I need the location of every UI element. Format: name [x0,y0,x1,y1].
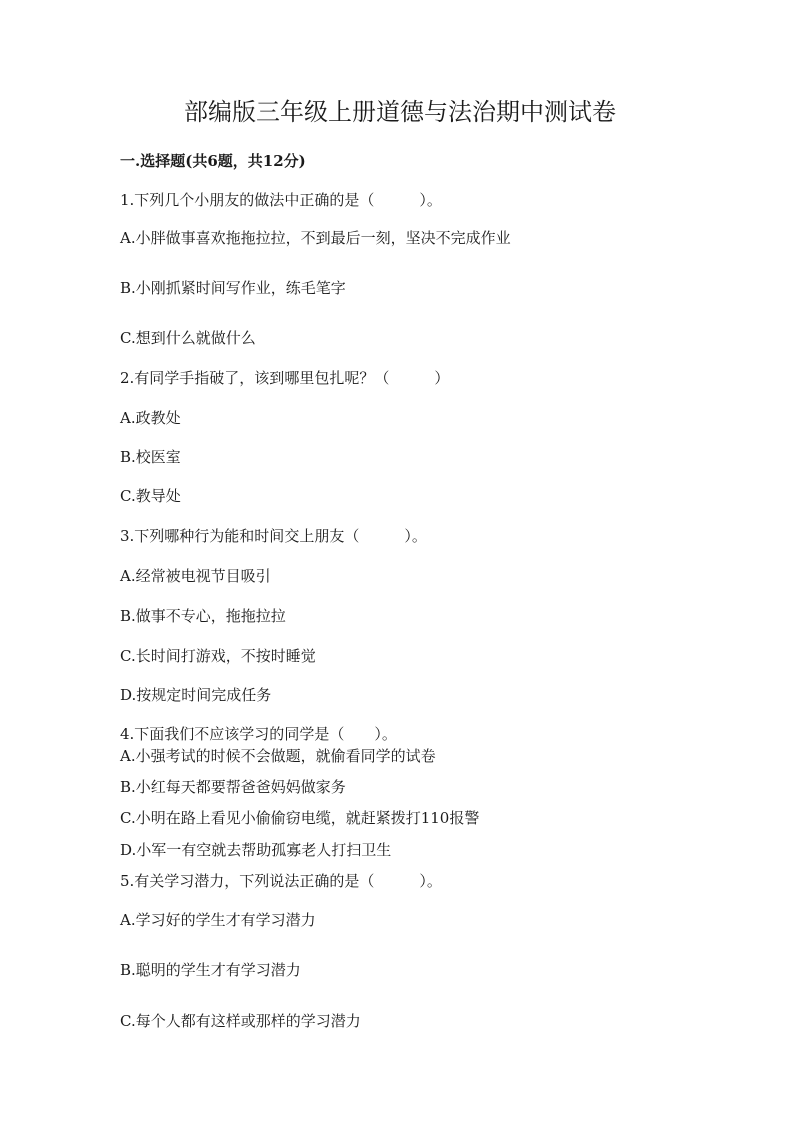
question-1-option-a: A.小胖做事喜欢拖拖拉拉，不到最后一刻，坚决不完成作业 [120,229,511,247]
question-5-stem: 5.有关学习潜力，下列说法正确的是（ ）。 [120,872,442,890]
question-3-option-a: A.经常被电视节目吸引 [120,567,271,585]
question-4-option-d: D.小军一有空就去帮助孤寡老人打扫卫生 [120,841,392,859]
question-5-option-c: C.每个人都有这样或那样的学习潜力 [120,1012,361,1030]
question-2-option-c: C.教导处 [120,487,181,505]
question-2-option-b: B.校医室 [120,448,181,466]
question-4-option-b: B.小红每天都要帮爸爸妈妈做家务 [120,778,346,796]
question-1-option-b: B.小刚抓紧时间写作业，练毛笔字 [120,279,346,297]
question-1-option-c: C.想到什么就做什么 [120,329,256,347]
question-3-option-d: D.按规定时间完成任务 [120,686,272,704]
section-heading: 一.选择题(共6题，共12分) [120,152,306,170]
question-2-stem: 2.有同学手指破了，该到哪里包扎呢？（ ） [120,369,450,387]
question-5-option-b: B.聪明的学生才有学习潜力 [120,961,301,979]
question-3-stem: 3.下列哪种行为能和时间交上朋友（ ）。 [120,527,427,545]
question-5-option-a: A.学习好的学生才有学习潜力 [120,911,316,929]
question-3-option-c: C.长时间打游戏，不按时睡觉 [120,647,316,665]
question-3-option-b: B.做事不专心，拖拖拉拉 [120,607,286,625]
question-1-stem: 1.下列几个小朋友的做法中正确的是（ ）。 [120,191,442,209]
question-2-option-a: A.政教处 [120,409,181,427]
question-4-stem: 4.下面我们不应该学习的同学是（ ）。 [120,725,397,743]
page-title: 部编版三年级上册道德与法治期中测试卷 [184,98,616,126]
question-4-option-a: A.小强考试的时候不会做题，就偷看同学的试卷 [120,747,436,765]
question-4-option-c: C.小明在路上看见小偷偷窃电缆，就赶紧拨打110报警 [120,809,480,827]
